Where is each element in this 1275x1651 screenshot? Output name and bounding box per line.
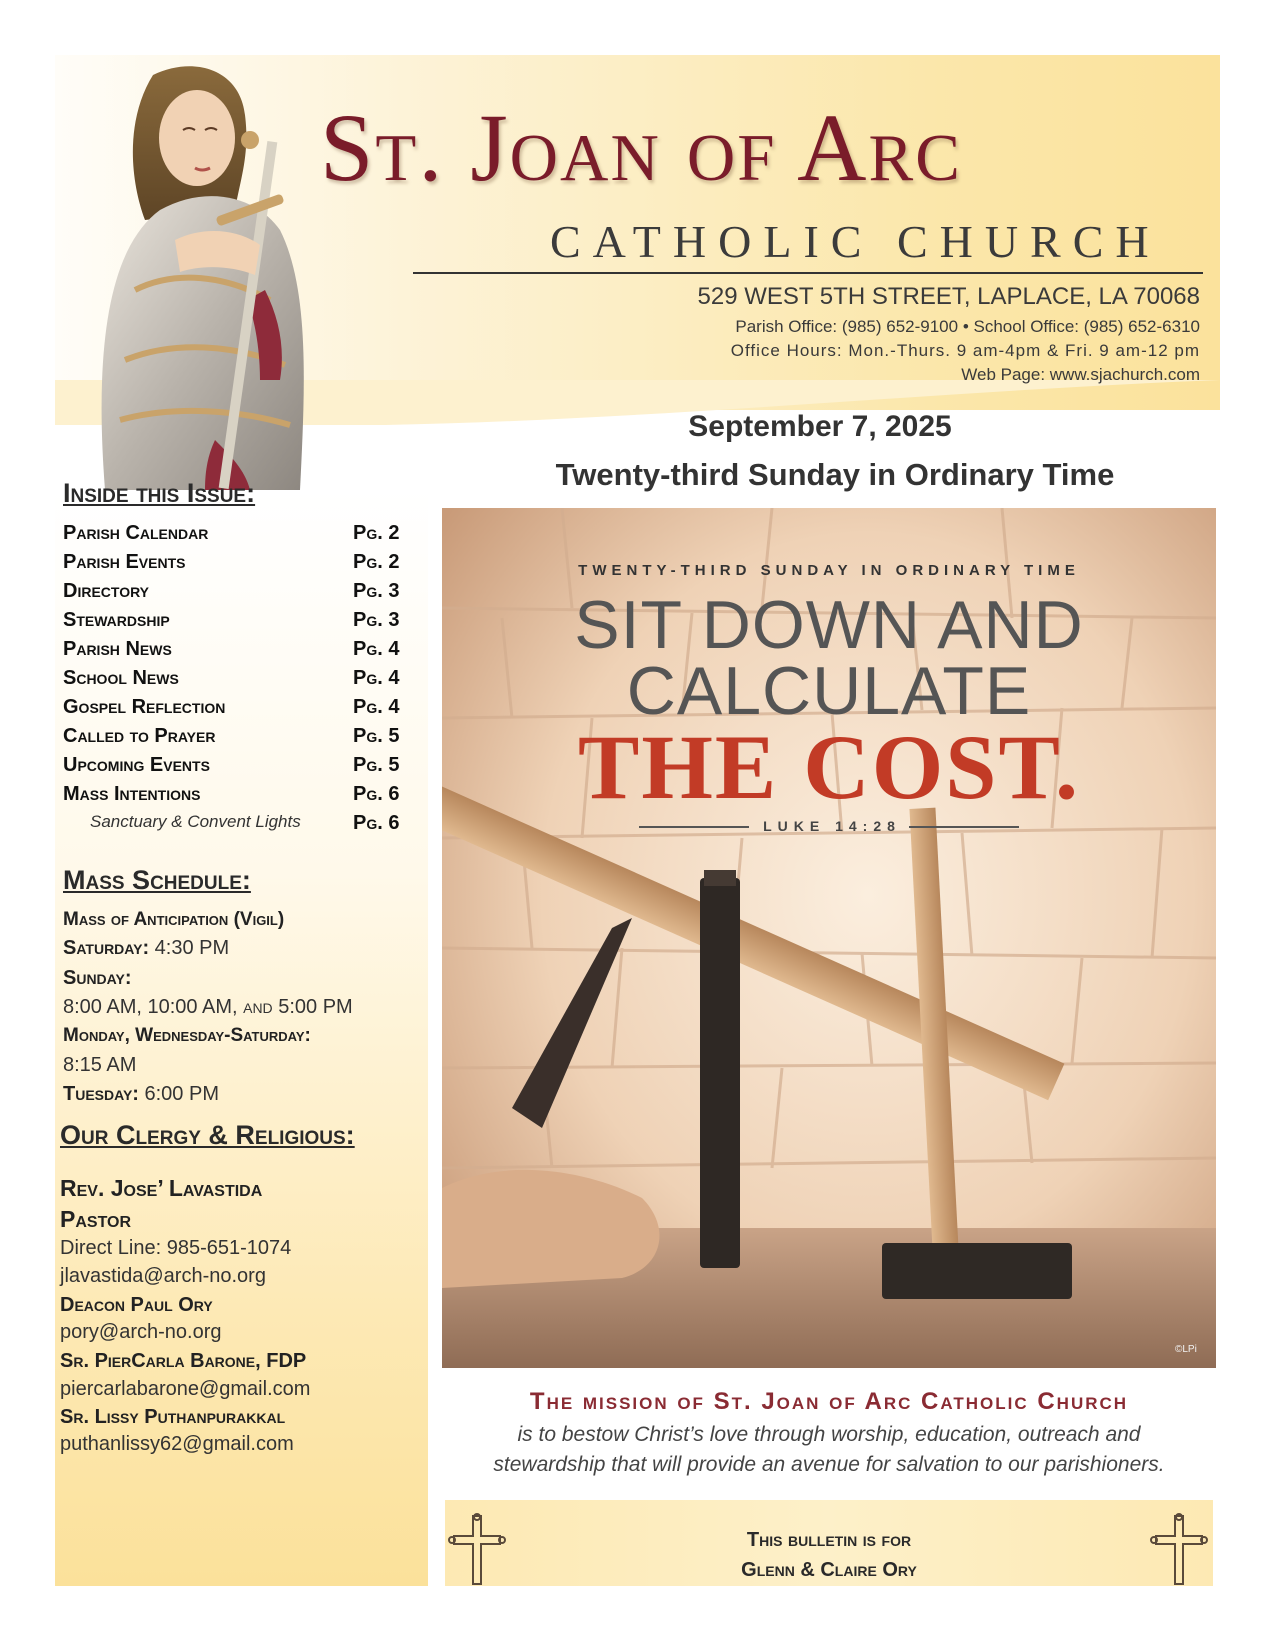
toc-page: Pg. 6 (353, 812, 400, 834)
mission-line2: stewardship that will provide an avenue for salvation to our parishioners. (493, 1453, 1165, 1476)
pastor-name: Rev. Jose’ Lavastida (60, 1175, 263, 1201)
sunday-time-a: 8:00 AM, 10:00 AM, (63, 996, 244, 1018)
web-page: Web Page: www.sjachurch.com (961, 365, 1200, 384)
church-address: 529 WEST 5TH STREET, LAPLACE, LA 70068 (697, 283, 1200, 310)
toc-label: Mass Intentions (63, 783, 201, 805)
toc-page: Pg. 2 (353, 551, 400, 573)
toc-item[interactable] (63, 696, 413, 726)
cover-line2: CALCULATE (626, 653, 1032, 729)
liturgical-day: Twenty-third Sunday in Ordinary Time (555, 457, 1115, 492)
tuesday-time: 6:00 PM (138, 1083, 219, 1105)
toc-page: Pg. 4 (353, 667, 400, 689)
saturday-time: 4:30 PM (149, 937, 230, 959)
toc-label: Stewardship (63, 609, 170, 631)
cover-line3: THE COST. (578, 716, 1080, 818)
toc-item[interactable] (63, 754, 413, 784)
bulletin-dedication (445, 1525, 1213, 1585)
toc-page: Pg. 6 (353, 783, 400, 805)
toc-page: Pg. 4 (353, 638, 400, 660)
toc-item[interactable] (63, 522, 413, 552)
sister1-name: Sr. PierCarla Barone, FDP (60, 1350, 307, 1372)
clergy-heading: Our Clergy & Religious: (60, 1120, 355, 1150)
toc-item[interactable] (63, 725, 413, 755)
sunday-times (63, 996, 353, 1019)
scripture-reference (442, 818, 1216, 834)
toc-item[interactable] (63, 783, 413, 813)
mission-line1: is to bestow Christ’s love through worship, education, outreach and (517, 1423, 1141, 1446)
sunday-and: and (243, 996, 273, 1018)
toc-page: Pg. 5 (353, 754, 400, 776)
toc-page: Pg. 4 (353, 696, 400, 718)
saturday-label: Saturday: (63, 937, 150, 959)
dedication-line1: This bulletin is for (746, 1529, 912, 1551)
church-subtitle: CATHOLIC CHURCH (550, 216, 1161, 267)
pastor-title: Pastor (60, 1206, 132, 1232)
toc-label: School News (63, 667, 179, 689)
pastor-email[interactable]: jlavastida@arch-no.org (60, 1265, 266, 1287)
issue-date: September 7, 2025 (688, 410, 952, 443)
tuesday-label: Tuesday: (63, 1083, 139, 1105)
toc-item[interactable] (63, 551, 413, 581)
saturday-mass (63, 937, 229, 960)
sunday-time-b: 5:00 PM (272, 996, 353, 1018)
weekday-label: Monday, Wednesday-Saturday: (63, 1025, 311, 1046)
tuesday-mass (63, 1083, 219, 1106)
deacon-name: Deacon Paul Ory (60, 1294, 213, 1316)
office-phones: Parish Office: (985) 652-9100 • School Office: (985) 652-6310 (735, 317, 1200, 336)
cover-line1: SIT DOWN AND (574, 587, 1084, 663)
sister1-email[interactable]: piercarlabarone@gmail.com (60, 1378, 311, 1400)
toc-label: Parish Events (63, 551, 186, 573)
toc-label: Directory (63, 580, 150, 602)
toc-label: Gospel Reflection (63, 696, 226, 718)
toc-item[interactable] (63, 580, 413, 610)
deacon-email[interactable]: pory@arch-no.org (60, 1321, 222, 1343)
sister2-name: Sr. Lissy Puthanpurakkal (60, 1406, 286, 1428)
toc-item[interactable] (63, 638, 413, 668)
toc-page: Pg. 3 (353, 609, 400, 631)
ref-rule-right (909, 826, 1019, 828)
toc-subitem[interactable] (63, 812, 413, 842)
mass-schedule-heading: Mass Schedule: (63, 865, 251, 895)
toc-label: Parish News (63, 638, 172, 660)
vigil-label: Mass of Anticipation (Vigil) (63, 909, 285, 930)
contents-heading: Inside this Issue: (63, 478, 256, 508)
toc-item[interactable] (63, 667, 413, 697)
office-hours: Office Hours: Mon.-Thurs. 9 am-4pm & Fri. 9 am-12 pm (730, 341, 1200, 360)
title-divider (413, 272, 1203, 274)
toc-page: Pg. 3 (353, 580, 400, 602)
saint-joan-image (65, 60, 335, 490)
scripture-ref-text: LUKE 14:28 (763, 818, 901, 834)
cover-kicker: TWENTY-THIRD SUNDAY IN ORDINARY TIME (578, 562, 1080, 579)
ref-rule-left (639, 826, 749, 828)
toc-label: Called to Prayer (63, 725, 216, 747)
image-credit: ©LPi (1175, 1344, 1197, 1355)
toc-page: Pg. 2 (353, 522, 400, 544)
church-name: St. Joan of Arc (320, 94, 962, 201)
sister2-email[interactable]: puthanlissy62@gmail.com (60, 1433, 294, 1455)
dedication-line2: Glenn & Claire Ory (741, 1559, 917, 1581)
mission-body (442, 1420, 1216, 1480)
toc-label: Upcoming Events (63, 754, 210, 776)
toc-item[interactable] (63, 609, 413, 639)
pastor-phone: Direct Line: 985-651-1074 (60, 1237, 292, 1259)
toc-label: Sanctuary & Convent Lights (90, 812, 301, 831)
toc-label: Parish Calendar (63, 522, 209, 544)
weekday-time: 8:15 AM (63, 1054, 137, 1076)
sunday-label: Sunday: (63, 967, 132, 989)
toc-page: Pg. 5 (353, 725, 400, 747)
mission-heading: The mission of St. Joan of Arc Catholic Church (529, 1388, 1129, 1415)
